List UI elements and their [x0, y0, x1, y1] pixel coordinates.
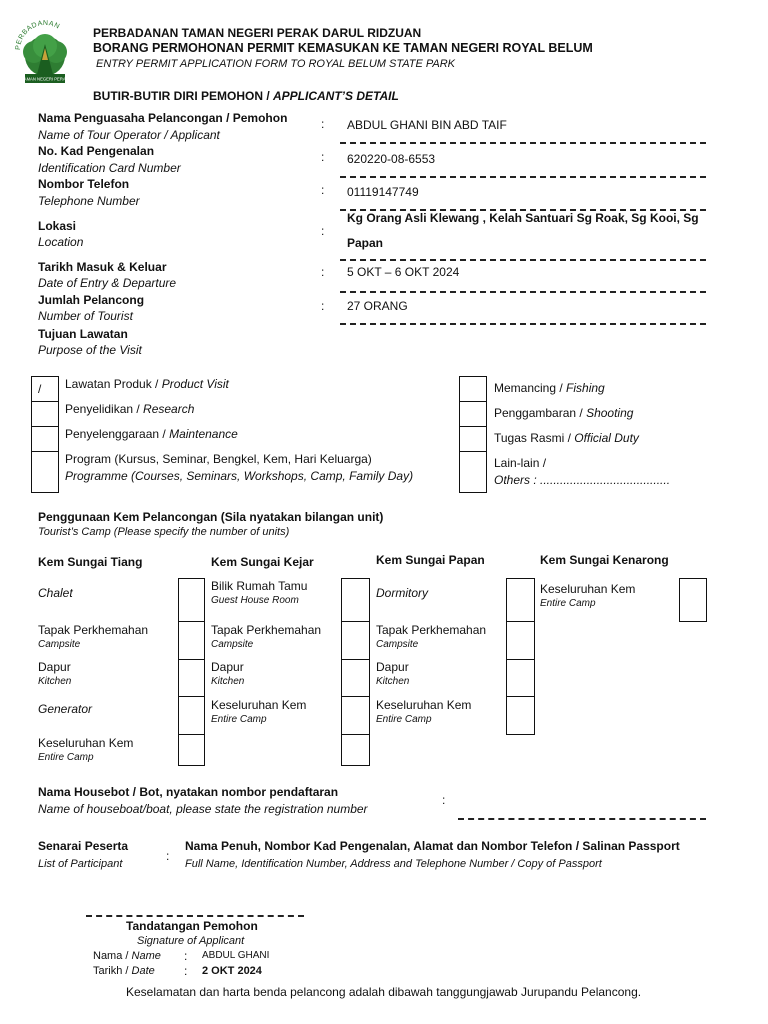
- sign-date-label: Tarikh / Date: [93, 965, 155, 977]
- location-value-2: Papan: [347, 236, 384, 250]
- participants-sub: List of Participant: [38, 858, 123, 870]
- purpose-others-line: Others : .......................................: [494, 473, 671, 487]
- participants-desc-en: Full Name, Identification Number, Address and Telephone Number / Copy of Passport: [185, 858, 602, 870]
- purpose-label-research: Penyelidikan / Research: [65, 402, 195, 416]
- location-value-1: Kg Orang Asli Klewang , Kelah Santuari Sg Roak, Sg Kooi, Sg: [347, 211, 699, 225]
- houseboat-label: Nama Housebot / Bot, nyatakan nombor pendaftaran: [38, 785, 339, 799]
- sign-date-value: 2 OKT 2024: [202, 965, 262, 977]
- ic-value: 620220-08-6553: [347, 152, 436, 166]
- tiang-campsite-label: Tapak Perkhemahan: [38, 623, 149, 637]
- footer-disclaimer: Keselamatan dan harta benda pelancong adalah dibawah tanggungjawab Jurupandu Pelancong.: [126, 985, 642, 999]
- houseboat-input-line[interactable]: [458, 818, 706, 820]
- camp-header-kejar: Kem Sungai Kejar: [211, 555, 314, 569]
- camp-section-sub: Tourist’s Camp (Please specify the number of units): [38, 526, 290, 538]
- kejar-entire-label: Keseluruhan Kem: [211, 698, 307, 712]
- purpose-label-programme-en: Programme (Courses, Seminars, Workshops, Camp, Family Day): [65, 469, 414, 483]
- sign-name-label: Nama / Name: [93, 950, 161, 962]
- form-title: BORANG PERMOHONAN PERMIT KEMASUKAN KE TAMAN NEGERI ROYAL BELUM: [93, 41, 593, 55]
- papan-campsite-label: Tapak Perkhemahan: [376, 623, 487, 637]
- tiang-kitchen-box[interactable]: [178, 659, 205, 697]
- signature-label: Tandatangan Pemohon: [126, 919, 258, 933]
- kenarong-entire-box[interactable]: [679, 578, 707, 622]
- camp-header-tiang: Kem Sungai Tiang: [38, 555, 143, 569]
- signature-sub: Signature of Applicant: [137, 935, 245, 947]
- papan-kitchen-box[interactable]: [506, 659, 535, 697]
- kejar-kitchen-label: Dapur: [211, 660, 244, 674]
- purpose-label-maintenance: Penyelenggaraan / Maintenance: [65, 427, 238, 441]
- purpose-checkbox-programme[interactable]: [31, 451, 59, 493]
- purpose-label-fishing: Memancing / Fishing: [494, 381, 605, 395]
- purpose-checkbox-fishing[interactable]: [459, 376, 487, 402]
- tiang-campsite-box[interactable]: [178, 621, 205, 660]
- purpose-label-shooting: Penggambaran / Shooting: [494, 406, 634, 420]
- tiang-kitchen-label: Dapur: [38, 660, 71, 674]
- tiang-chalet-box[interactable]: [178, 578, 205, 622]
- papan-kitchen-label: Dapur: [376, 660, 409, 674]
- kejar-extra-box[interactable]: [341, 734, 370, 766]
- tiang-generator-label: Generator: [38, 702, 93, 716]
- tiang-generator-box[interactable]: [178, 696, 205, 735]
- camp-section-title: Penggunaan Kem Pelancongan (Sila nyatakan bilangan unit): [38, 510, 384, 524]
- kejar-kitchen-box[interactable]: [341, 659, 370, 697]
- camp-header-kenarong: Kem Sungai Kenarong: [540, 553, 669, 567]
- kejar-guesthouse-box[interactable]: [341, 578, 370, 622]
- purpose-checkbox-official[interactable]: [459, 426, 487, 452]
- operator-value: ABDUL GHANI BIN ABD TAIF: [347, 118, 507, 132]
- papan-campsite-box[interactable]: [506, 621, 535, 660]
- tourists-value: 27 ORANG: [347, 299, 408, 313]
- purpose-checkbox-research[interactable]: [31, 401, 59, 427]
- logo-base-text: TAMAN NEGERI PERAK: [21, 76, 69, 82]
- applicant-section-title: BUTIR-BUTIR DIRI PEMOHON / APPLICANT’S DETAIL: [93, 89, 399, 103]
- kenarong-entire-label: Keseluruhan Kem: [540, 582, 636, 596]
- form-title-en: ENTRY PERMIT APPLICATION FORM TO ROYAL BELUM STATE PARK: [96, 58, 455, 70]
- purpose-label-official: Tugas Rasmi / Official Duty: [494, 431, 639, 445]
- kejar-campsite-box[interactable]: [341, 621, 370, 660]
- purpose-label-others: Lain-lain /: [494, 456, 547, 470]
- purpose-checkbox-maintenance[interactable]: [31, 426, 59, 452]
- kejar-campsite-label: Tapak Perkhemahan: [211, 623, 322, 637]
- papan-entire-label: Keseluruhan Kem: [376, 698, 472, 712]
- participants-desc: Nama Penuh, Nombor Kad Pengenalan, Alamat dan Nombor Telefon / Salinan Passport: [185, 839, 680, 853]
- papan-dormitory-label: Dormitory: [376, 586, 429, 600]
- tiang-entire-label: Keseluruhan Kem: [38, 736, 134, 750]
- org-name: PERBADANAN TAMAN NEGERI PERAK DARUL RIDZUAN: [93, 26, 422, 40]
- purpose-checkbox-others[interactable]: [459, 451, 487, 493]
- sign-name-value: ABDUL GHANI: [202, 950, 270, 961]
- purpose-checkbox-shooting[interactable]: [459, 401, 487, 427]
- camp-header-papan: Kem Sungai Papan: [376, 553, 485, 567]
- purpose-label-programme: Program (Kursus, Seminar, Bengkel, Kem, Hari Keluarga): [65, 452, 372, 466]
- kejar-guesthouse-label: Bilik Rumah Tamu: [211, 579, 308, 593]
- park-logo: [12, 20, 78, 86]
- tiang-chalet-label: Chalet: [38, 586, 73, 600]
- tiang-entire-box[interactable]: [178, 734, 205, 766]
- papan-entire-box[interactable]: [506, 696, 535, 735]
- purpose-label-product: Lawatan Produk / Product Visit: [65, 377, 229, 391]
- participants-label: Senarai Peserta: [38, 839, 129, 853]
- signature-line[interactable]: [86, 915, 304, 917]
- purpose-checkbox-product[interactable]: /: [31, 376, 59, 402]
- papan-dormitory-box[interactable]: [506, 578, 535, 622]
- phone-value: 01119147749: [347, 185, 419, 199]
- houseboat-sub: Name of houseboat/boat, please state the registration number: [38, 802, 368, 816]
- kejar-entire-box[interactable]: [341, 696, 370, 735]
- logo-arc-text: PERBADANAN: [14, 20, 61, 51]
- dates-value: 5 OKT – 6 OKT 2024: [347, 265, 460, 279]
